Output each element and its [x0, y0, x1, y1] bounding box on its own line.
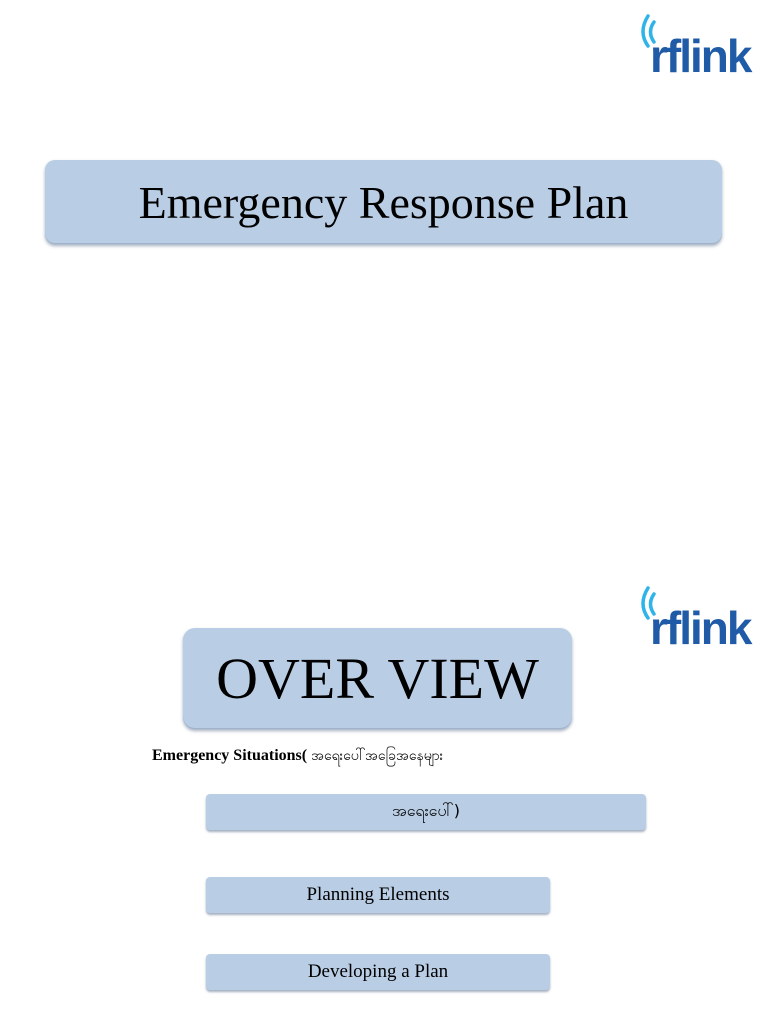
rflink-logo — [634, 574, 762, 652]
rflink-logo — [634, 2, 762, 80]
overview-item-label: အရေးပေါ်) — [392, 801, 460, 820]
overview-item-planning-elements[interactable] — [206, 877, 550, 913]
rflink-logo-graphic — [634, 574, 762, 652]
overview-item-label: Planning Elements — [306, 884, 450, 905]
overview-title-banner — [183, 628, 572, 729]
slide-overview — [0, 512, 768, 1024]
section-heading-myanmar: အရေးပေါ်အခြေအနေများ — [311, 748, 444, 764]
slide-title-banner — [45, 160, 722, 244]
overview-title-text: OVER VIEW — [216, 646, 539, 711]
section-heading-english: Emergency Situations( — [152, 747, 308, 764]
svg-text:rflink: rflink — [650, 602, 751, 652]
overview-item-label: Developing a Plan — [307, 961, 449, 982]
overview-item-developing-plan[interactable] — [206, 954, 550, 990]
slide-title-text: Emergency Response Plan — [138, 176, 629, 228]
rflink-logo-graphic — [634, 2, 762, 80]
section-heading — [152, 746, 443, 767]
overview-item-emergency[interactable] — [206, 794, 646, 830]
svg-text:rflink: rflink — [650, 30, 751, 80]
